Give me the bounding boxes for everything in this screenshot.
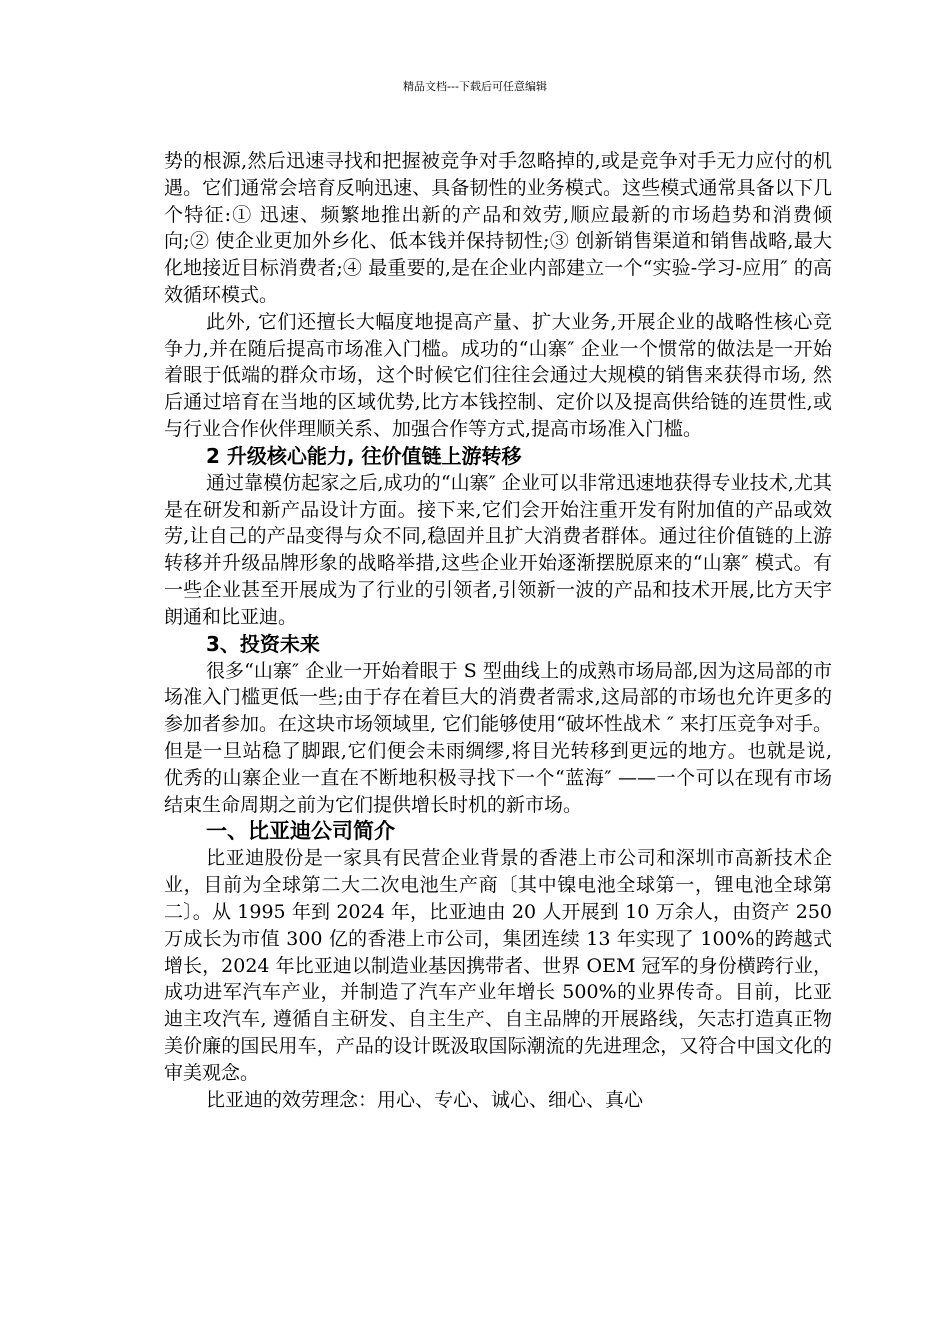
paragraph-blue-ocean: 很多“山寨″ 企业一开始着眼于 S 型曲线上的成熟市场局部,因为这局部的市场准入门槛更低一些;由于存在着巨大的消费者需求,这局部的市场也允许更多的参加者参加。在这块市场领域里, 它们能够使用“破坏性战术 ″ 来打压竞争对手。但是一旦站稳了脚跟,它们便会未雨绸缪,将目光转移到更远的地方。也就是说, 优秀的山寨企业一直在不断地积极寻找下一个“蓝海″ ——一个可以在现有市场结束生命周期之前为它们提供增长时机的新市场。 [164,659,832,816]
paragraph-byd-service: 比亚迪的效劳理念：用心、专心、诚心、细心、真心 [206,1088,644,1111]
section-heading-upgrade: 2 升级核心能力, 往价值链上游转移 [206,443,522,468]
section-heading-invest: 3、投资未来 [206,631,320,656]
page-header: 精品文档---下载后可任意编辑 [403,80,547,93]
paragraph-market-barrier: 此外, 它们还擅长大幅度地提高产量、扩大业务,开展企业的战略性核心竞争力,并在随后提高市场准入门槛。成功的“山寨″ 企业一个惯常的做法是一开始着眼于低端的群众市场，这个时候它们往往会通过大规模的销售来获得市场, 然后通过培育在当地的区域优势,比方本钱控制、定价以及提高供给链的连贯性,或与行业合作伙伴理顺关系、加强合作等方式,提高市场准入门槛。 [164,310,832,440]
document-body [164,148,832,1113]
section-heading-byd-intro: 一、比亚迪公司简介 [206,819,395,844]
paragraph-business-model: 势的根源,然后迅速寻找和把握被竞争对手忽略掉的,或是竞争对手无力应付的机遇。它们通常会培育反响迅速、具备韧性的业务模式。这些模式通常具备以下几个特征:① 迅速、频繁地推出新的产品和效劳,顺应最新的市场趋势和消费倾向;② 使企业更加外乡化、低本钱并保持韧性;③ 创新销售渠道和销售战略,最大化地接近目标消费者;④ 最重要的,是在企业内部建立一个“实验-学习-应用″ 的高效循环模式。 [164,150,832,306]
paragraph-byd-profile: 比亚迪股份是一家具有民营企业背景的香港上市公司和深圳市高新技术企业，目前为全球第二大二次电池生产商〔其中镍电池全球第一，锂电池全球第二〕。从 1995 年到 2024 年，比亚迪由 20 人开展到 10 万余人，由资产 250 万成长为市值 300 亿的香港上市公司，集团连续 13 年实现了 100%的跨越式增长，2024 年比亚迪以制造业基因携带者、世界 OEM 冠军的身份横跨行业，成功进军汽车产业，并制造了汽车产业年增长 500%的业界传奇。目前，比亚迪主攻汽车, 遵循自主研发、自主生产、自主品牌的开展路线，矢志打造真正物美价廉的国民用车，产品的设计既汲取国际潮流的先进理念，又符合中国文化的审美观念。 [164,847,832,1084]
paragraph-value-chain: 通过靠模仿起家之后,成功的“山寨″ 企业可以非常迅速地获得专业技术,尤其是在研发和新产品设计方面。接下来,它们会开始注重开发有附加值的产品或效劳,让自己的产品变得与众不同,稳固并且扩大消费者群体。通过往价值链的上游转移并升级品牌形象的战略举措,这些企业开始逐渐摆脱原来的“山寨″ 模式。有一些企业甚至开展成为了行业的引领者,引领新一波的产品和技术开展,比方天宇朗通和比亚迪。 [164,471,832,628]
